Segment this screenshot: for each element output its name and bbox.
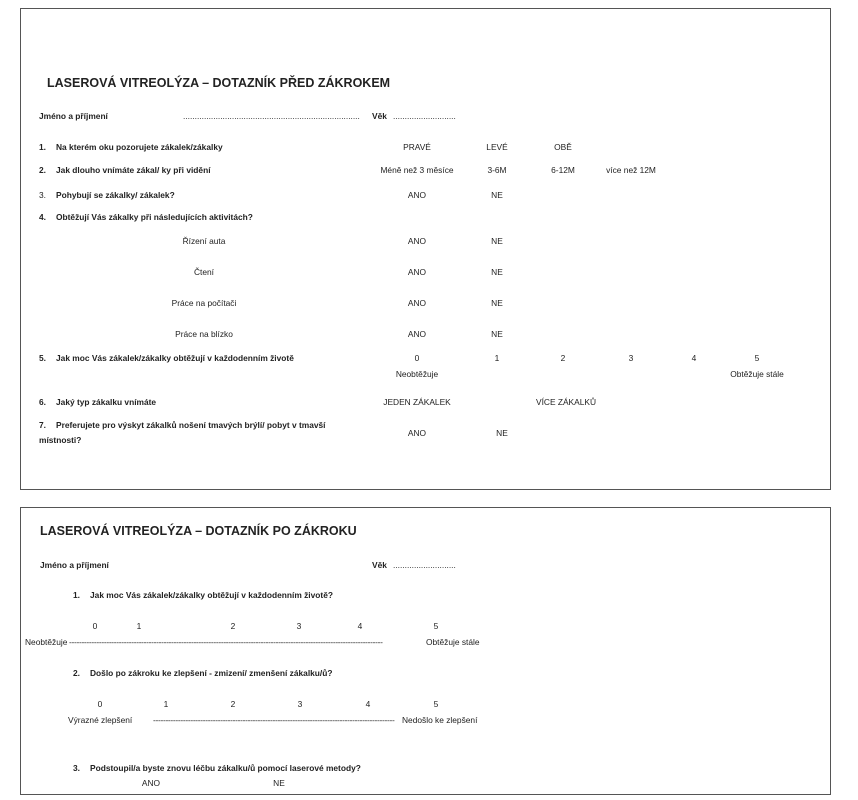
question-number: 3. <box>39 190 46 200</box>
scale-3[interactable]: 3 <box>628 353 634 363</box>
scale-line: ------------------------------------------------------------------------------------------------------------------------------ <box>69 637 383 647</box>
question-number: 6. <box>39 397 46 407</box>
option-ne[interactable]: NE <box>491 329 503 339</box>
scale-1[interactable]: 1 <box>136 621 142 631</box>
activity-computer: Práce na počítači <box>171 298 237 308</box>
scale-0[interactable]: 0 <box>414 353 420 363</box>
form1-name-label: Jméno a příjmení <box>39 111 108 121</box>
option-ano[interactable]: ANO <box>407 236 427 246</box>
option-ano[interactable]: ANO <box>407 298 427 308</box>
scale-4[interactable]: 4 <box>365 699 371 709</box>
scale-3[interactable]: 3 <box>297 699 303 709</box>
scale-0[interactable]: 0 <box>97 699 103 709</box>
form2-title: LASEROVÁ VITREOLÝZA – DOTAZNÍK PO ZÁKROKU <box>40 524 357 538</box>
question-number: 2. <box>73 668 80 678</box>
option-ano[interactable]: ANO <box>141 778 161 788</box>
question-number: 1. <box>39 142 46 152</box>
scale-3[interactable]: 3 <box>296 621 302 631</box>
scale-4[interactable]: 4 <box>691 353 697 363</box>
scale-low-label: Neobtěžuje <box>395 369 439 379</box>
form1-name-field[interactable]: ............................................................................ <box>183 111 360 121</box>
option-3-6m[interactable]: 3-6M <box>487 165 507 175</box>
post-question-3-text: Podstoupil/a byste znovu léčbu zákalku/ů pomocí laserové metody? <box>90 763 361 773</box>
post-question-1-text: Jak moc Vás zákalek/zákalky obtěžují v každodenním životě? <box>90 590 333 600</box>
question-6-text: Jaký typ zákalku vnímáte <box>56 397 157 407</box>
option-ne[interactable]: NE <box>496 428 508 438</box>
question-number: 4. <box>39 212 46 222</box>
option-one-floater[interactable]: JEDEN ZÁKALEK <box>383 397 451 407</box>
scale-0[interactable]: 0 <box>92 621 98 631</box>
form1-age-label: Věk <box>372 111 387 121</box>
option-ano[interactable]: ANO <box>407 267 427 277</box>
question-number: 3. <box>73 763 80 773</box>
scale-high-label: Obtěžuje stále <box>426 637 480 647</box>
activity-close-work: Práce na blízko <box>175 329 233 339</box>
form2-name-label: Jméno a příjmení <box>40 560 109 570</box>
scale-low-label: Výrazné zlepšení <box>68 715 133 725</box>
question-number: 5. <box>39 353 46 363</box>
question-3-text: Pohybují se zákalky/ zákalek? <box>56 190 175 200</box>
option-multiple-floaters[interactable]: VÍCE ZÁKALKŮ <box>535 397 597 407</box>
scale-5[interactable]: 5 <box>754 353 760 363</box>
scale-high-label: Nedošlo ke zlepšení <box>402 715 478 725</box>
option-leve[interactable]: LEVÉ <box>486 142 508 152</box>
option-ne[interactable]: NE <box>273 778 285 788</box>
question-2-text: Jak dlouho vnímáte zákal/ ky při vidění <box>56 165 211 175</box>
question-number: 2. <box>39 165 46 175</box>
option-ano[interactable]: ANO <box>407 190 427 200</box>
scale-2[interactable]: 2 <box>560 353 566 363</box>
option-6-12m[interactable]: 6-12M <box>551 165 575 175</box>
question-number: 1. <box>73 590 80 600</box>
question-1-text: Na kterém oku pozorujete zákalek/zákalky <box>56 142 223 152</box>
option-ne[interactable]: NE <box>491 236 503 246</box>
activity-reading: Čtení <box>193 267 215 277</box>
scale-2[interactable]: 2 <box>230 699 236 709</box>
option-ne[interactable]: NE <box>491 298 503 308</box>
option-more-12m[interactable]: více než 12M <box>606 165 656 175</box>
form2-age-field[interactable]: ........................... <box>393 560 456 570</box>
option-ano[interactable]: ANO <box>407 329 427 339</box>
question-7-text: Preferujete pro výskyt zákalků nošení tmavých brýlí/ pobyt v tmavší <box>56 420 326 430</box>
question-4-text: Obtěžují Vás zákalky při následujících aktivitách? <box>56 212 253 222</box>
scale-1[interactable]: 1 <box>163 699 169 709</box>
scale-line: ------------------------------------------------------------------------------------------------- <box>153 715 395 725</box>
scale-2[interactable]: 2 <box>230 621 236 631</box>
option-ano[interactable]: ANO <box>407 428 427 438</box>
post-question-2-text: Došlo po zákroku ke zlepšení - zmizení/ zmenšení zákalku/ů? <box>90 668 333 678</box>
option-prave[interactable]: PRAVÉ <box>403 142 431 152</box>
scale-high-label: Obtěžuje stále <box>730 369 784 379</box>
form1-age-field[interactable]: ........................... <box>393 111 456 121</box>
scale-low-label: Neobtěžuje <box>25 637 68 647</box>
option-ne[interactable]: NE <box>491 190 503 200</box>
scale-5[interactable]: 5 <box>433 699 439 709</box>
post-procedure-questionnaire <box>20 507 831 795</box>
form1-title: LASEROVÁ VITREOLÝZA – DOTAZNÍK PŘED ZÁKROKEM <box>47 76 391 90</box>
option-obe[interactable]: OBĚ <box>554 142 572 152</box>
activity-driving: Řízení auta <box>182 236 226 246</box>
question-5-text: Jak moc Vás zákalek/zákalky obtěžují v každodenním životě <box>56 353 294 363</box>
option-ne[interactable]: NE <box>491 267 503 277</box>
option-less-3m[interactable]: Méně než 3 měsíce <box>380 165 454 175</box>
question-number: 7. <box>39 420 46 430</box>
scale-4[interactable]: 4 <box>357 621 363 631</box>
question-7-text-cont: místnosti? <box>39 435 82 445</box>
form2-age-label: Věk <box>372 560 387 570</box>
scale-1[interactable]: 1 <box>494 353 500 363</box>
scale-5[interactable]: 5 <box>433 621 439 631</box>
